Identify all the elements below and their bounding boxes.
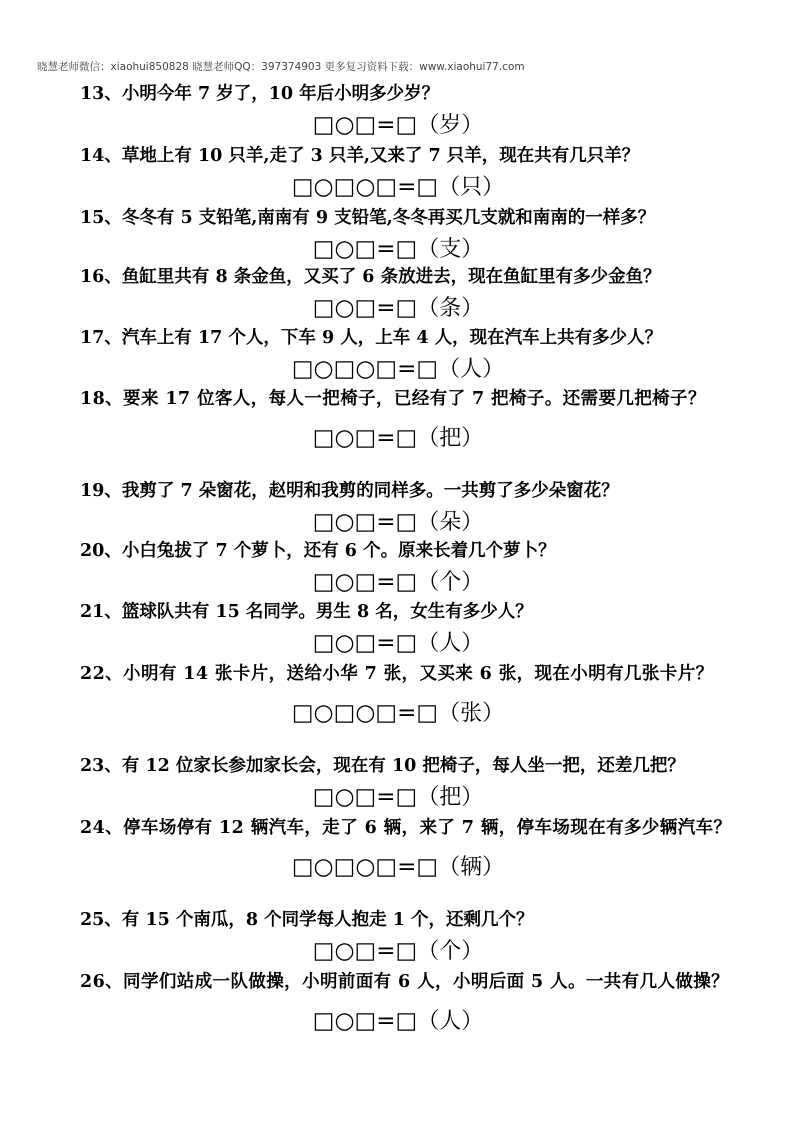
problem-16: [36, 261, 760, 323]
question-text: 23、有 12 位家长参加家长会，现在有 10 把椅子，每人坐一把，还差几把？: [80, 756, 685, 776]
question-text: 25、有 15 个南瓜，8 个同学每人抱走 1 个，还剩几个？: [80, 910, 534, 930]
unit-label: （人）: [417, 631, 484, 656]
question-text: 16、鱼缸里共有 8 条金鱼，又买了 6 条放进去，现在鱼缸里有多少金鱼？: [80, 267, 661, 287]
unit-label: （人）: [417, 1009, 484, 1034]
equation-template: □○□=□: [312, 630, 418, 656]
unit-label: （把）: [417, 785, 484, 810]
equation-template: □○□=□: [312, 569, 418, 595]
equation-template: □○□=□: [312, 784, 418, 810]
equation-template: □○□=□: [312, 112, 418, 138]
answer-line: [36, 628, 760, 658]
question-text: 20、小白兔拔了 7 个萝卜，还有 6 个。原来长着几个萝卜？: [80, 541, 556, 561]
unit-label: （个）: [417, 939, 484, 964]
page-header: 晓慧老师微信：xiaohui850828 晓慧老师QQ：397374903 更多复习资料下载：www.xiaohui77.com: [37, 61, 525, 73]
unit-label: （辆）: [438, 855, 505, 880]
question-text: 18、要来 17 位客人，每人一把椅子，已经有了 7 把椅子。还需要几把椅子？: [80, 389, 706, 409]
answer-line: [36, 354, 760, 384]
answer-line: [36, 1006, 760, 1036]
question-text: 22、小明有 14 张卡片，送给小华 7 张，又买来 6 张，现在小明有几张卡片？: [80, 664, 714, 684]
problem-22: [36, 658, 760, 728]
answer-line: [36, 172, 760, 202]
answer-line: [36, 936, 760, 966]
problem-13: [36, 78, 760, 140]
question-text: 19、我剪了 7 朵窗花，赵明和我剪的同样多。一共剪了多少朵窗花？: [80, 481, 619, 501]
answer-line: [36, 698, 760, 728]
equation-template: □○□=□: [312, 1008, 418, 1034]
problem-20: [36, 535, 760, 597]
question-text: 14、草地上有 10 只羊,走了 3 只羊,又来了 7 只羊，现在共有几只羊？: [80, 146, 640, 166]
equation-template: □○□=□: [312, 938, 418, 964]
question-text: 15、冬冬有 5 支铅笔,南南有 9 支铅笔,冬冬再买几支就和南南的一样多？: [80, 208, 656, 228]
answer-line: [36, 293, 760, 323]
equation-template: □○□=□: [312, 509, 418, 535]
answer-line: [36, 110, 760, 140]
unit-label: （个）: [417, 570, 484, 595]
unit-label: （把）: [417, 426, 484, 451]
equation-template: □○□=□: [312, 295, 418, 321]
problem-21: [36, 596, 760, 658]
problem-15: [36, 202, 760, 264]
answer-line: [36, 507, 760, 537]
unit-label: （支）: [417, 237, 484, 262]
answer-line: [36, 423, 760, 453]
problem-17: [36, 322, 760, 384]
problem-23: [36, 750, 760, 812]
unit-label: （条）: [417, 296, 484, 321]
equation-template: □○□○□=□: [291, 700, 439, 726]
equation-template: □○□○□=□: [291, 356, 439, 382]
question-text: 21、篮球队共有 15 名同学。男生 8 名，女生有多少人？: [80, 602, 533, 622]
answer-line: [36, 234, 760, 264]
problem-26: [36, 966, 760, 1036]
answer-line: [36, 852, 760, 882]
question-text: 24、停车场停有 12 辆汽车，走了 6 辆，来了 7 辆，停车场现在有多少辆汽车？: [80, 818, 732, 838]
problem-24: [36, 812, 760, 882]
problem-14: [36, 140, 760, 202]
question-text: 17、汽车上有 17 个人，下车 9 人，上车 4 人，现在汽车上共有多少人？: [80, 328, 663, 348]
unit-label: （张）: [438, 701, 505, 726]
problem-18: [36, 383, 760, 453]
equation-template: □○□=□: [312, 236, 418, 262]
answer-line: [36, 567, 760, 597]
question-text: 13、小明今年 7 岁了，10 年后小明多少岁？: [80, 84, 440, 104]
equation-template: □○□○□=□: [291, 854, 439, 880]
problem-19: [36, 475, 760, 537]
unit-label: （朵）: [417, 510, 484, 535]
equation-template: □○□=□: [312, 425, 418, 451]
equation-template: □○□○□=□: [291, 174, 439, 200]
question-text: 26、同学们站成一队做操，小明前面有 6 人，小明后面 5 人。一共有几人做操？: [80, 972, 730, 992]
unit-label: （岁）: [417, 113, 484, 138]
answer-line: [36, 782, 760, 812]
unit-label: （人）: [438, 357, 505, 382]
problem-25: [36, 904, 760, 966]
unit-label: （只）: [438, 175, 505, 200]
